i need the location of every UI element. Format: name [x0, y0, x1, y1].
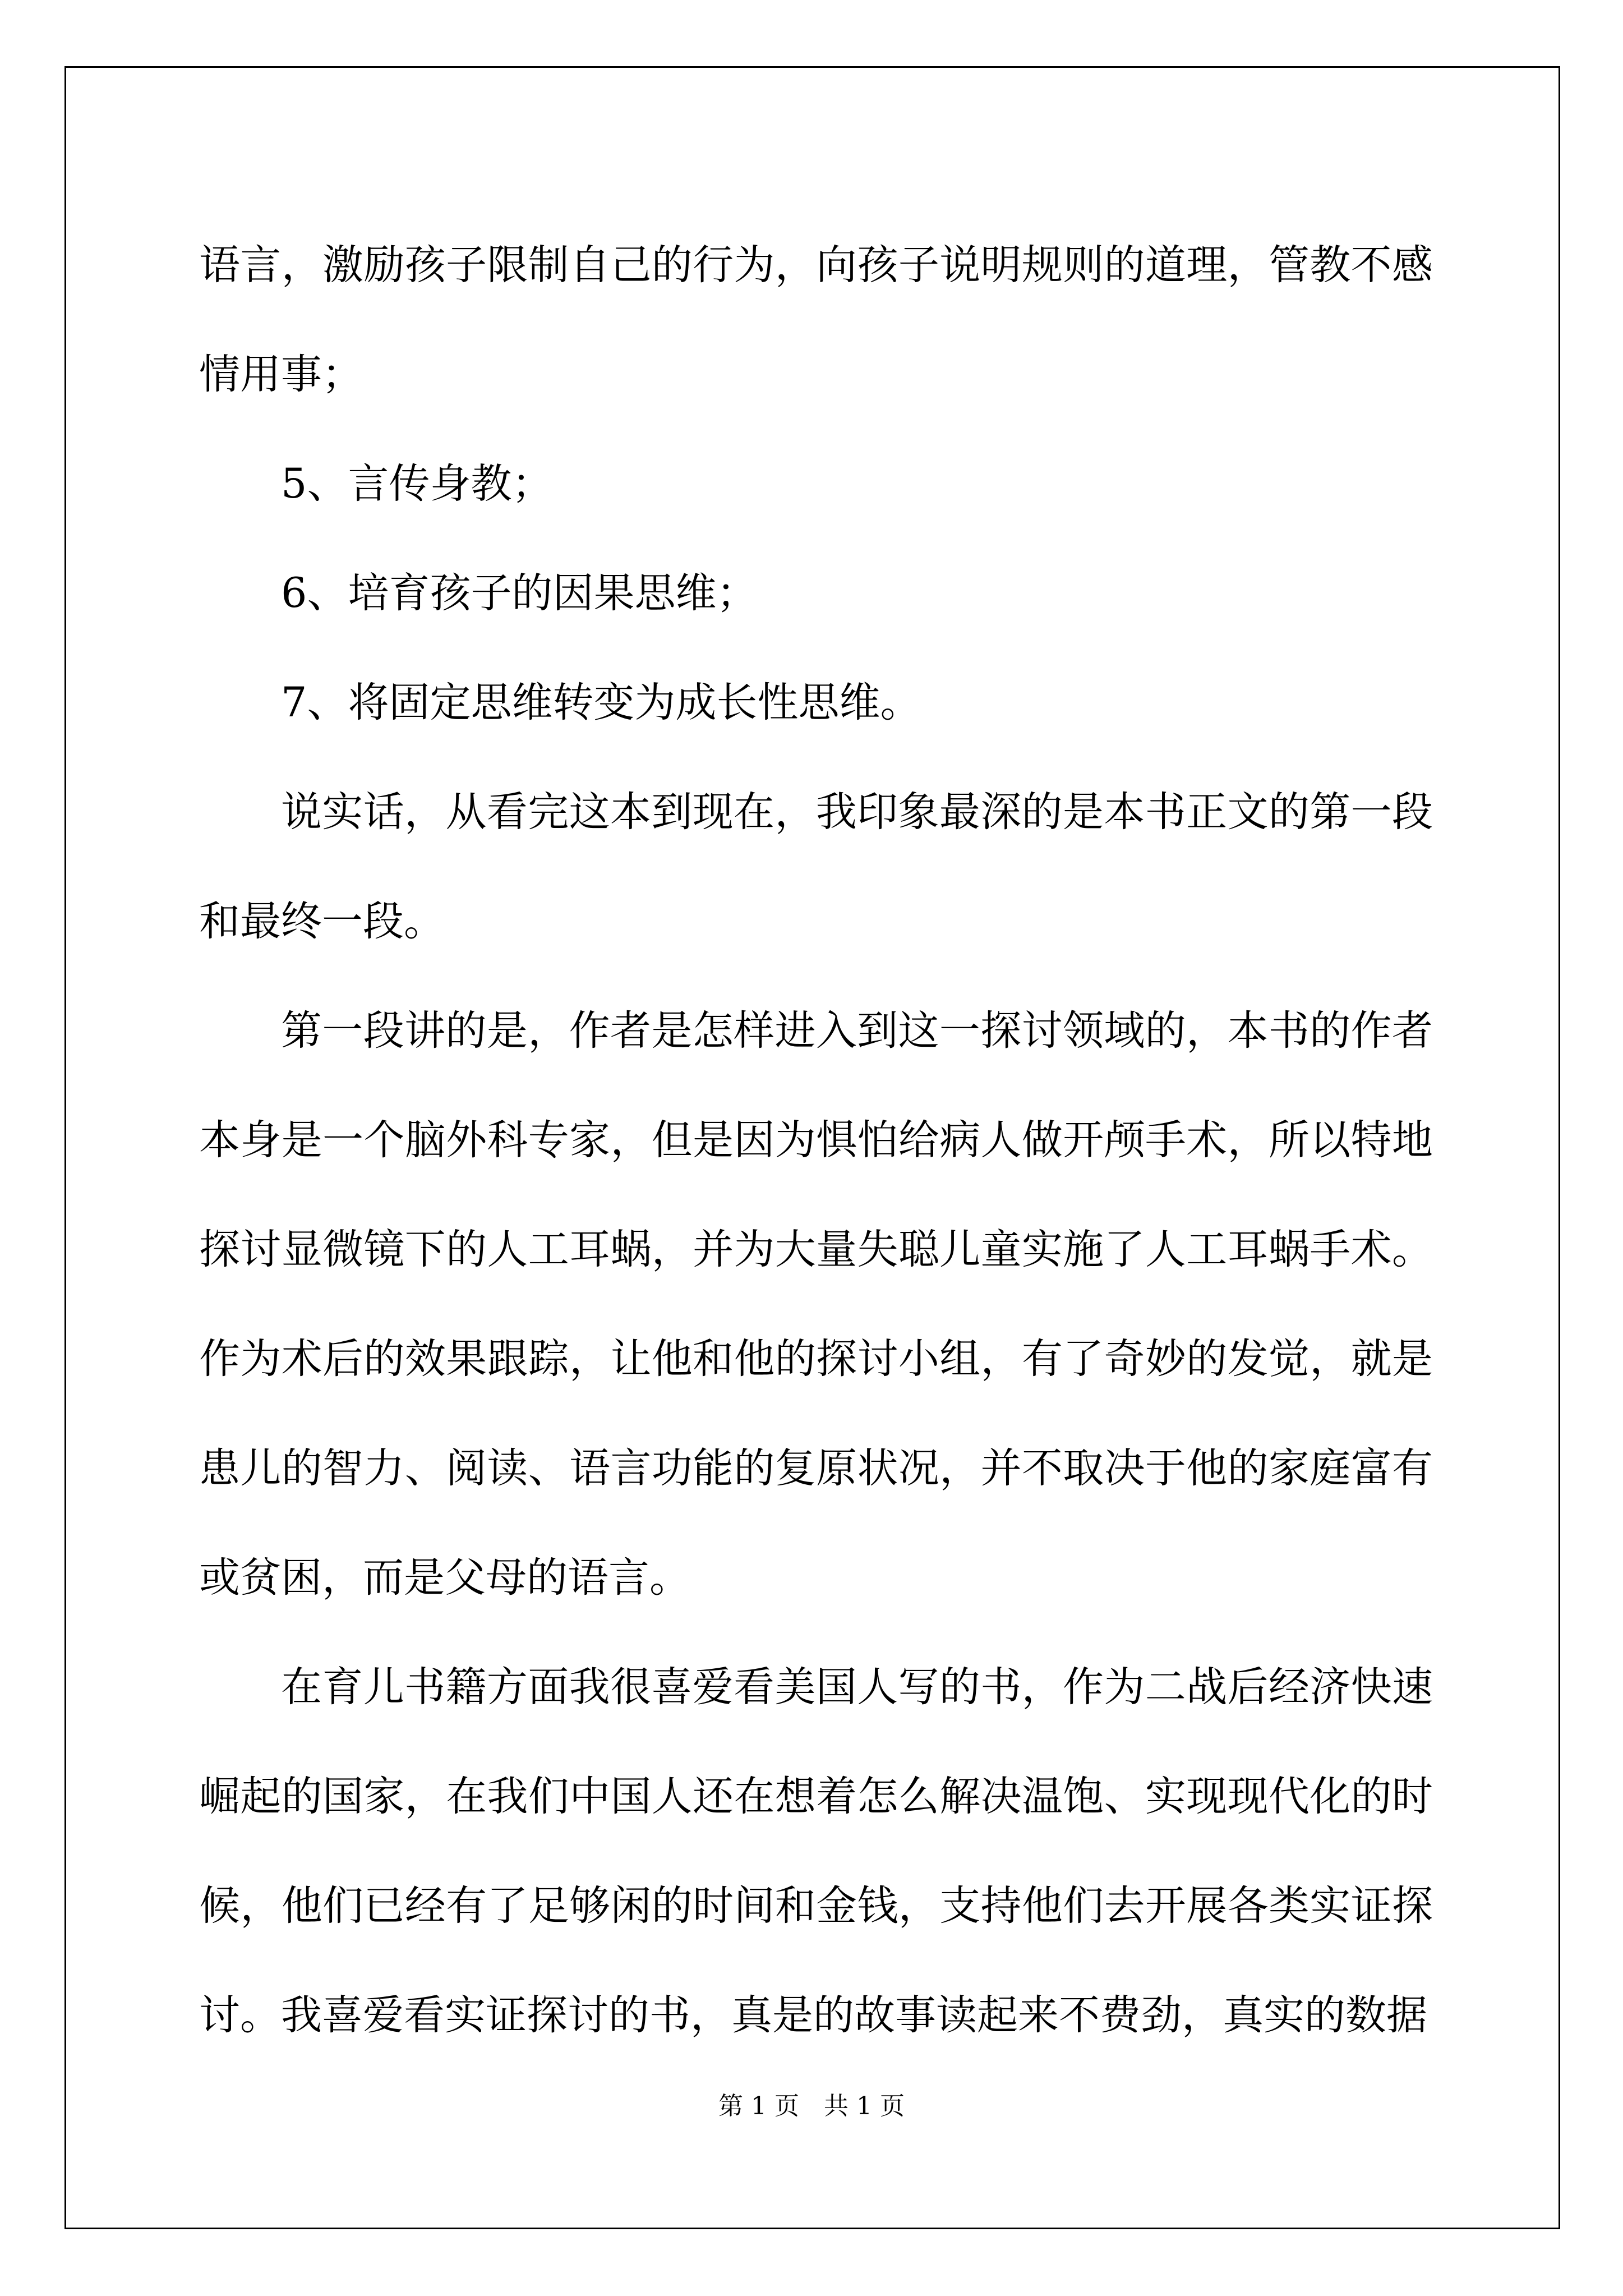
document-body: [199, 210, 1433, 2070]
page-footer: [0, 2090, 1623, 2123]
page-total: 共 1 页: [824, 2092, 905, 2120]
paragraph: 说实话，从看完这本到现在，我印象最深的是本书正文的第一段和最终一段。: [199, 788, 1433, 945]
paragraph: 在育儿书籍方面我很喜爱看美国人写的书，作为二战后经济快速崛起的国家，在我们中国人还在想着怎么解决温饱、实现现代化的时候，他们已经有了足够闲的时间和金钱，支持他们去开展各类实证探讨。我喜爱看实证探讨的书，真是的故事读起来不费劲，真实的数据: [199, 1663, 1433, 2039]
paragraph: 5、言传身教；: [281, 460, 553, 508]
paragraph: 语言，激励孩子限制自己的行为，向孩子说明规则的道理，管教不感情用事；: [199, 241, 1433, 398]
paragraph: 第一段讲的是，作者是怎样进入到这一探讨领域的，本书的作者本身是一个脑外科专家，但是因为惧怕给病人做开颅手术，所以特地探讨显微镜下的人工耳蜗，并为大量失聪儿童实施了人工耳蜗手术。作为术后的效果跟踪，让他和他的探讨小组，有了奇妙的发觉，就是患儿的智力、阅读、语言功能的复原状况，并不取决于他的家庭富有或贫困，而是父母的语言。: [199, 1007, 1433, 1602]
paragraph: 6、培育孩子的因果思维；: [281, 569, 758, 617]
paragraph: 7、将固定思维转变为成长性思维。: [281, 679, 921, 726]
page-number: 第 1 页: [718, 2092, 799, 2120]
